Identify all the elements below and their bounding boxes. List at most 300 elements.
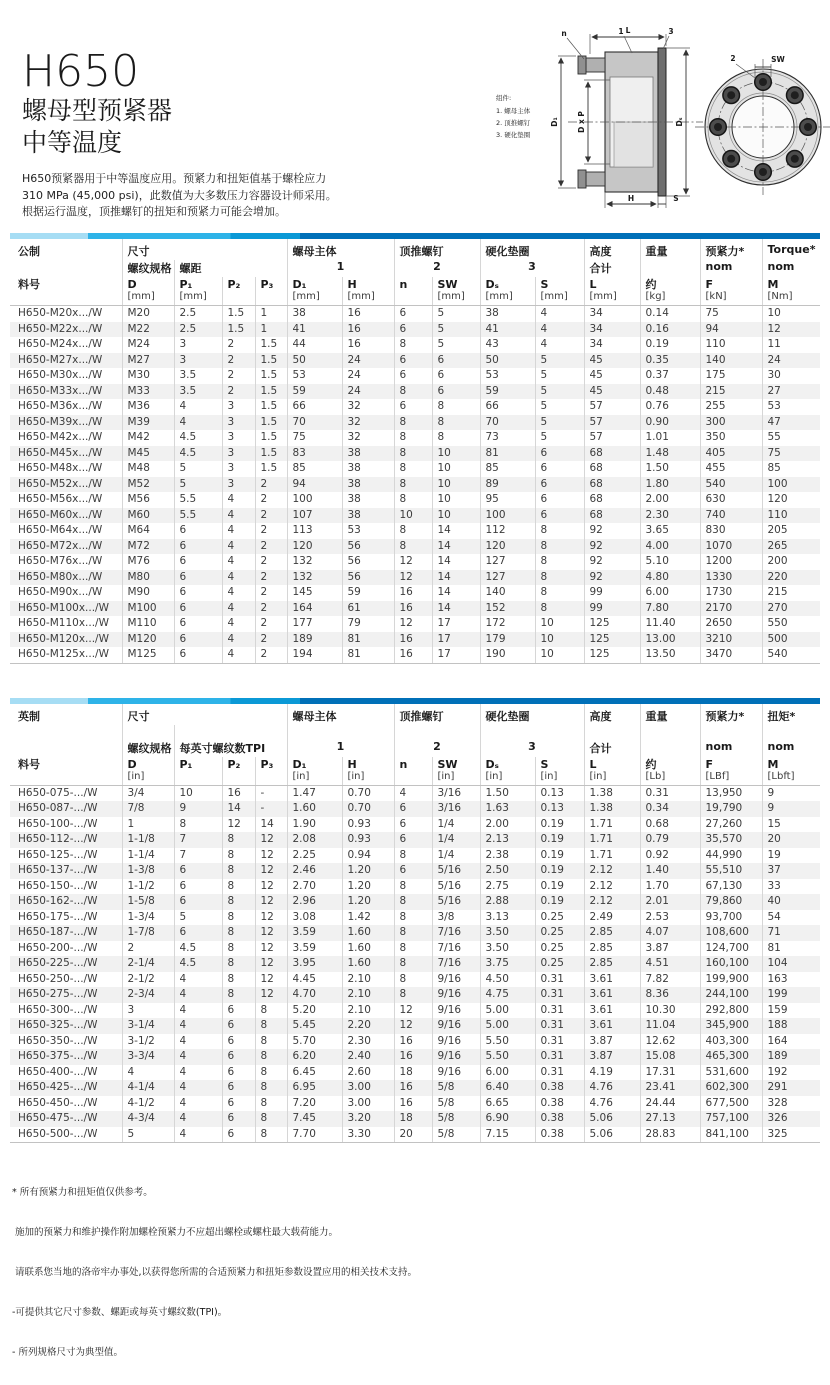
value-cell: 16 <box>222 785 255 801</box>
value-cell: 6 <box>174 539 222 555</box>
value-cell: 24 <box>762 353 820 369</box>
value-cell: 6 <box>394 817 432 833</box>
value-cell: 192 <box>762 1065 820 1081</box>
column-group-label: 扭矩* <box>762 704 820 725</box>
value-cell: 81 <box>342 632 394 648</box>
value-cell: 56 <box>342 554 394 570</box>
value-cell: 70 <box>480 415 535 431</box>
value-cell: 132 <box>287 554 342 570</box>
value-cell: 3.5 <box>174 384 222 400</box>
part-number-cell: H650-M33x.../W <box>18 384 103 397</box>
value-cell: 15.08 <box>640 1049 700 1065</box>
value-cell: 8 <box>255 1049 287 1065</box>
value-cell: 3470 <box>700 647 762 663</box>
value-cell: 73 <box>480 430 535 446</box>
part-number-cell: H650-M56x.../W <box>18 493 103 506</box>
value-cell: 59 <box>342 585 394 601</box>
value-cell: 0.79 <box>640 832 700 848</box>
value-cell: 160,100 <box>700 956 762 972</box>
value-cell: 8 <box>255 1080 287 1096</box>
value-cell: 8 <box>432 399 480 415</box>
value-cell: 81 <box>480 446 535 462</box>
value-cell: 70 <box>287 415 342 431</box>
value-cell: 3.00 <box>342 1080 394 1096</box>
value-cell: 9/16 <box>432 1018 480 1034</box>
part-number-cell: H650-M110x.../W <box>18 617 109 630</box>
value-cell: 12 <box>222 817 255 833</box>
table-row <box>10 894 820 910</box>
value-cell: 0.14 <box>640 306 700 322</box>
column-group-label: 尺寸 <box>122 239 287 260</box>
value-cell: 8 <box>394 446 432 462</box>
value-cell: 0.19 <box>535 863 584 879</box>
value-cell: 164 <box>287 601 342 617</box>
value-cell: 5.50 <box>480 1049 535 1065</box>
column-subgroup-label <box>640 260 700 277</box>
column-header: n <box>394 757 432 786</box>
table-row <box>10 337 820 353</box>
value-cell: 6 <box>432 353 480 369</box>
table-row <box>10 801 820 817</box>
table-row <box>10 415 820 431</box>
column-header: n <box>394 277 432 306</box>
value-cell: 8 <box>222 848 255 864</box>
value-cell: 292,800 <box>700 1003 762 1019</box>
value-cell: 2-3/4 <box>122 987 174 1003</box>
value-cell: 0.92 <box>640 848 700 864</box>
value-cell: 2.70 <box>287 879 342 895</box>
value-cell: 11.40 <box>640 616 700 632</box>
value-cell: 5.06 <box>584 1111 640 1127</box>
value-cell: 30 <box>762 368 820 384</box>
column-header: H [mm] <box>342 277 394 306</box>
value-cell: 1-3/4 <box>122 910 174 926</box>
value-cell: 59 <box>287 384 342 400</box>
value-cell: 12 <box>394 616 432 632</box>
value-cell: 1-7/8 <box>122 925 174 941</box>
value-cell: 5/8 <box>432 1080 480 1096</box>
value-cell: 92 <box>584 539 640 555</box>
value-cell: 67,130 <box>700 879 762 895</box>
value-cell: 7.80 <box>640 601 700 617</box>
value-cell: M125 <box>122 647 174 663</box>
value-cell: 16 <box>342 306 394 322</box>
part-number-cell: H650-100-.../W <box>18 817 98 830</box>
value-cell: 8 <box>394 956 432 972</box>
value-cell: 4 <box>535 337 584 353</box>
column-subgroup-label: 2 <box>394 260 480 277</box>
value-cell: 19 <box>762 848 820 864</box>
value-cell: 7 <box>174 848 222 864</box>
value-cell: 7.70 <box>287 1127 342 1143</box>
value-cell: 5.00 <box>480 1003 535 1019</box>
value-cell: 4 <box>535 306 584 322</box>
value-cell: 3 <box>122 1003 174 1019</box>
value-cell: 8 <box>174 817 222 833</box>
value-cell: 83 <box>287 446 342 462</box>
value-cell: 2.08 <box>287 832 342 848</box>
part-number-cell: H650-M45x.../W <box>18 446 103 459</box>
value-cell: 8 <box>255 1127 287 1143</box>
value-cell: 14 <box>432 523 480 539</box>
column-header: D [mm] <box>122 277 174 306</box>
part-number-cell: H650-M24x.../W <box>18 338 103 351</box>
value-cell: 190 <box>480 647 535 663</box>
value-cell: 5/8 <box>432 1111 480 1127</box>
page-subtitle-1: 螺母型预紧器 <box>22 95 173 125</box>
value-cell: 9/16 <box>432 1003 480 1019</box>
value-cell: 4 <box>174 415 222 431</box>
value-cell: 6 <box>174 879 222 895</box>
value-cell: 16 <box>394 1049 432 1065</box>
value-cell: M39 <box>122 415 174 431</box>
value-cell: 108,600 <box>700 925 762 941</box>
value-cell: 0.31 <box>535 987 584 1003</box>
value-cell: 3-3/4 <box>122 1049 174 1065</box>
value-cell: 8 <box>222 894 255 910</box>
dim-label-L: L <box>625 26 631 35</box>
value-cell: 2 <box>122 941 174 957</box>
value-cell: M100 <box>122 601 174 617</box>
part-number-cell: H650-300-.../W <box>18 1003 98 1016</box>
table-row <box>10 848 820 864</box>
value-cell: 85 <box>762 461 820 477</box>
value-cell: 24 <box>342 368 394 384</box>
value-cell: 45 <box>584 353 640 369</box>
value-cell: 4.5 <box>174 446 222 462</box>
value-cell: 6.20 <box>287 1049 342 1065</box>
value-cell: 4 <box>174 1018 222 1034</box>
value-cell: 1/4 <box>432 832 480 848</box>
value-cell: 9 <box>174 801 222 817</box>
value-cell: 92 <box>584 554 640 570</box>
value-cell: 6 <box>535 461 584 477</box>
value-cell: 0.31 <box>535 1018 584 1034</box>
value-cell: M30 <box>122 368 174 384</box>
value-cell: 3 <box>222 477 255 493</box>
part-number-cell: H650-250-.../W <box>18 972 98 985</box>
value-cell: 1 <box>255 306 287 322</box>
value-cell: 94 <box>287 477 342 493</box>
value-cell: 127 <box>480 554 535 570</box>
column-group-label: 顶推螺钉 <box>394 704 480 725</box>
value-cell: 6 <box>535 446 584 462</box>
value-cell: 0.68 <box>640 817 700 833</box>
value-cell: 38 <box>480 306 535 322</box>
value-cell: 6 <box>222 1127 255 1143</box>
value-cell: 0.38 <box>535 1080 584 1096</box>
value-cell: 6 <box>222 1080 255 1096</box>
value-cell: 38 <box>342 461 394 477</box>
value-cell: 8 <box>535 554 584 570</box>
label-n: n <box>561 29 567 38</box>
value-cell: 8 <box>222 879 255 895</box>
table-row <box>10 616 820 632</box>
table-row <box>10 647 820 663</box>
column-header: F [LBf] <box>700 757 762 786</box>
part-number-cell: H650-475-.../W <box>18 1112 98 1125</box>
part-number-cell: H650-M125x.../W <box>10 647 122 663</box>
value-cell: 3.61 <box>584 972 640 988</box>
value-cell: 677,500 <box>700 1096 762 1112</box>
value-cell: 1.20 <box>342 879 394 895</box>
value-cell: 3/16 <box>432 801 480 817</box>
value-cell: 3.00 <box>342 1096 394 1112</box>
value-cell: 100 <box>287 492 342 508</box>
column-header: P₁ <box>174 757 222 786</box>
footnote-line: 施加的预紧力和维护操作附加螺栓预紧力不应超出螺栓或螺柱最大载荷能力。 <box>12 1226 339 1238</box>
value-cell: 6 <box>174 863 222 879</box>
table-row <box>10 1034 820 1050</box>
legend-title: 组件: <box>496 94 512 102</box>
value-cell: 8 <box>535 523 584 539</box>
value-cell: 34 <box>584 306 640 322</box>
value-cell: 1.50 <box>640 461 700 477</box>
value-cell: 10 <box>762 306 820 322</box>
value-cell: 6 <box>222 1034 255 1050</box>
value-cell: 200 <box>762 554 820 570</box>
value-cell: 5 <box>174 910 222 926</box>
value-cell: 1.71 <box>584 848 640 864</box>
value-cell: 0.93 <box>342 817 394 833</box>
value-cell: 8 <box>222 972 255 988</box>
value-cell: 1.5 <box>255 353 287 369</box>
value-cell: 500 <box>762 632 820 648</box>
bolt-icon <box>710 119 727 136</box>
value-cell: 2.53 <box>640 910 700 926</box>
value-cell: 4 <box>222 601 255 617</box>
value-cell: 2.00 <box>480 817 535 833</box>
value-cell: 9 <box>762 785 820 801</box>
column-subgroup-label: nom <box>762 725 820 757</box>
value-cell: 2 <box>255 647 287 663</box>
table-row <box>10 508 820 524</box>
value-cell: 7/16 <box>432 925 480 941</box>
value-cell: 28.83 <box>640 1127 700 1143</box>
value-cell: 1-1/2 <box>122 879 174 895</box>
value-cell: 66 <box>480 399 535 415</box>
value-cell: 2.20 <box>342 1018 394 1034</box>
value-cell: 2.10 <box>342 972 394 988</box>
value-cell: 4 <box>174 1049 222 1065</box>
value-cell: 5 <box>535 430 584 446</box>
value-cell: 8 <box>255 1034 287 1050</box>
value-cell: 3.50 <box>480 925 535 941</box>
value-cell: 4.76 <box>584 1080 640 1096</box>
value-cell: 1.5 <box>255 337 287 353</box>
value-cell: 1.5 <box>255 384 287 400</box>
table-row <box>10 399 820 415</box>
value-cell: 8 <box>394 848 432 864</box>
footnotes <box>12 1159 830 1385</box>
value-cell: 0.31 <box>535 1065 584 1081</box>
value-cell: 12 <box>255 832 287 848</box>
value-cell: 4.07 <box>640 925 700 941</box>
part-number-cell: H650-M27x.../W <box>18 353 103 366</box>
value-cell: 0.70 <box>342 785 394 801</box>
value-cell: 7.20 <box>287 1096 342 1112</box>
value-cell: 300 <box>700 415 762 431</box>
jacking-bolt-bottom <box>578 170 605 188</box>
table-row <box>10 1049 820 1065</box>
value-cell: 68 <box>584 477 640 493</box>
value-cell: 2.12 <box>584 863 640 879</box>
value-cell: 4.50 <box>480 972 535 988</box>
value-cell: 2.13 <box>480 832 535 848</box>
value-cell: 9/16 <box>432 987 480 1003</box>
part-number-cell: H650-350-.../W <box>18 1034 98 1047</box>
value-cell: 1.90 <box>287 817 342 833</box>
table-row <box>10 925 820 941</box>
value-cell: 12 <box>255 972 287 988</box>
value-cell: 12 <box>255 925 287 941</box>
value-cell: 1.42 <box>342 910 394 926</box>
value-cell: 6 <box>222 1049 255 1065</box>
header-block <box>0 0 482 221</box>
value-cell: 81 <box>762 941 820 957</box>
value-cell: 6.40 <box>480 1080 535 1096</box>
value-cell: 215 <box>762 585 820 601</box>
value-cell: 189 <box>762 1049 820 1065</box>
value-cell: 220 <box>762 570 820 586</box>
value-cell: 14 <box>432 539 480 555</box>
value-cell: 1-1/4 <box>122 848 174 864</box>
value-cell: M24 <box>122 337 174 353</box>
value-cell: 6 <box>174 647 222 663</box>
value-cell: 34 <box>584 337 640 353</box>
legend-item: 1. 螺母主体 <box>496 107 531 115</box>
table-row <box>10 523 820 539</box>
value-cell: 55,510 <box>700 863 762 879</box>
value-cell: 8 <box>255 1018 287 1034</box>
value-cell: 10 <box>432 461 480 477</box>
value-cell: 27.13 <box>640 1111 700 1127</box>
value-cell: 10 <box>432 508 480 524</box>
value-cell: 10 <box>535 632 584 648</box>
value-cell: 4 <box>122 1065 174 1081</box>
part-number-cell: H650-M80x.../W <box>18 570 103 583</box>
value-cell: M45 <box>122 446 174 462</box>
column-header: S [mm] <box>535 277 584 306</box>
description-line: 310 MPa (45,000 psi)，此数值为大多数压力容器设计师采用。 <box>22 188 337 202</box>
table-row <box>10 785 820 801</box>
value-cell: 120 <box>480 539 535 555</box>
column-subgroup-label: 2 <box>394 725 480 757</box>
value-cell: 1.5 <box>255 368 287 384</box>
value-cell: 5 <box>535 368 584 384</box>
column-header: P₂ <box>222 277 255 306</box>
value-cell: M48 <box>122 461 174 477</box>
table-row <box>10 554 820 570</box>
value-cell: 12 <box>255 863 287 879</box>
value-cell: 1.60 <box>342 956 394 972</box>
value-cell: 7.15 <box>480 1127 535 1143</box>
value-cell: 12.62 <box>640 1034 700 1050</box>
column-subgroup-label: 1 <box>287 260 394 277</box>
value-cell: 17.31 <box>640 1065 700 1081</box>
value-cell: 215 <box>700 384 762 400</box>
value-cell: 6 <box>174 523 222 539</box>
column-subgroup-label: nom <box>762 260 820 277</box>
value-cell: 125 <box>584 616 640 632</box>
value-cell: 2.85 <box>584 956 640 972</box>
value-cell: 10.30 <box>640 1003 700 1019</box>
table-row <box>10 832 820 848</box>
value-cell: 44,990 <box>700 848 762 864</box>
value-cell: 6.65 <box>480 1096 535 1112</box>
value-cell: 12 <box>255 910 287 926</box>
value-cell: 3.75 <box>480 956 535 972</box>
part-number-cell: H650-M120x.../W <box>18 632 109 645</box>
value-cell: 205 <box>762 523 820 539</box>
value-cell: 32 <box>342 399 394 415</box>
value-cell: 4.76 <box>584 1096 640 1112</box>
value-cell: 5.10 <box>640 554 700 570</box>
value-cell: 41 <box>480 322 535 338</box>
value-cell: 2-1/2 <box>122 972 174 988</box>
value-cell: 2.60 <box>342 1065 394 1081</box>
value-cell: 12 <box>255 848 287 864</box>
value-cell: 12 <box>255 941 287 957</box>
value-cell: 291 <box>762 1080 820 1096</box>
value-cell: 4 <box>222 508 255 524</box>
value-cell: 8 <box>222 832 255 848</box>
value-cell: 56 <box>342 539 394 555</box>
part-number-cell: H650-M90x.../W <box>18 586 103 599</box>
value-cell: 2.85 <box>584 941 640 957</box>
part-number-cell: H650-087-.../W <box>18 802 98 815</box>
value-cell: 8 <box>222 925 255 941</box>
column-header: 料号 <box>10 757 122 786</box>
value-cell: 3.65 <box>640 523 700 539</box>
value-cell: 85 <box>480 461 535 477</box>
value-cell: 8 <box>394 925 432 941</box>
value-cell: M36 <box>122 399 174 415</box>
value-cell: 7/16 <box>432 941 480 957</box>
value-cell: 1.48 <box>640 446 700 462</box>
value-cell: 6 <box>174 554 222 570</box>
value-cell: 125 <box>584 647 640 663</box>
value-cell: 6 <box>222 1065 255 1081</box>
value-cell: 1-5/8 <box>122 894 174 910</box>
value-cell: 47 <box>762 415 820 431</box>
value-cell: 2.49 <box>584 910 640 926</box>
value-cell: 740 <box>700 508 762 524</box>
value-cell: 9/16 <box>432 1034 480 1050</box>
value-cell: 127 <box>480 570 535 586</box>
value-cell: 6 <box>222 1111 255 1127</box>
value-cell: 8 <box>222 987 255 1003</box>
value-cell: 12 <box>394 554 432 570</box>
value-cell: 244,100 <box>700 987 762 1003</box>
value-cell: 45 <box>584 384 640 400</box>
value-cell: 2 <box>255 585 287 601</box>
value-cell: 1.60 <box>342 941 394 957</box>
value-cell: 16 <box>394 1080 432 1096</box>
value-cell: 4 <box>174 972 222 988</box>
value-cell: 20 <box>394 1127 432 1143</box>
value-cell: 45 <box>584 368 640 384</box>
value-cell: M110 <box>122 616 174 632</box>
value-cell: 8 <box>432 430 480 446</box>
column-subgroup-label: nom <box>700 260 762 277</box>
value-cell: 8 <box>394 987 432 1003</box>
value-cell: 3.87 <box>584 1034 640 1050</box>
table-row <box>10 987 820 1003</box>
value-cell: 1.70 <box>640 879 700 895</box>
value-cell: 8 <box>222 910 255 926</box>
value-cell: 2.38 <box>480 848 535 864</box>
